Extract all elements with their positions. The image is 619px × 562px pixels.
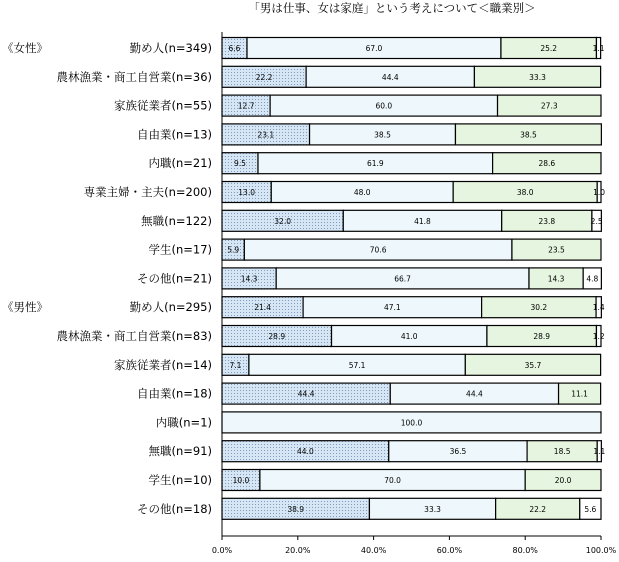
data-label: 47.1 <box>384 303 401 313</box>
data-label: 28.6 <box>538 159 556 169</box>
data-label: 23.5 <box>548 245 565 255</box>
x-tick-label: 40.0% <box>360 546 387 555</box>
data-label: 61.9 <box>366 159 384 169</box>
data-label: 57.1 <box>348 360 366 370</box>
category-label: 無職(n=122) <box>141 213 212 228</box>
data-label: 66.7 <box>394 274 411 284</box>
category-label: 学生(n=10) <box>148 473 212 487</box>
x-tick-label: 0.0% <box>211 546 233 555</box>
category-label: 専業主婦・主夫(n=200) <box>83 185 212 199</box>
data-label: 11.1 <box>571 389 588 399</box>
data-label: 22.2 <box>255 72 273 82</box>
data-label: 38.9 <box>287 504 305 514</box>
data-label: 33.3 <box>529 72 546 82</box>
category-label: 勤め人(n=349) <box>129 41 212 55</box>
data-label: 70.0 <box>384 476 401 485</box>
category-label: 勤め人(n=295) <box>129 300 212 315</box>
category-label: その他(n=18) <box>136 501 212 516</box>
data-label: 1.0 <box>593 188 606 197</box>
category-label: 自由業(n=18) <box>136 386 212 401</box>
x-tick-label: 100.0% <box>585 546 617 555</box>
data-label: 60.0 <box>375 101 393 111</box>
category-label: 農林漁業・商工自営業(n=83) <box>56 329 212 343</box>
data-label: 44.4 <box>466 389 483 399</box>
data-label: 36.5 <box>449 447 467 457</box>
data-label: 30.2 <box>530 303 548 313</box>
data-label: 9.5 <box>234 159 246 169</box>
plot-area <box>2 32 617 555</box>
data-label: 10.0 <box>232 476 250 485</box>
data-label: 28.9 <box>533 332 551 341</box>
data-label: 23.8 <box>538 216 556 226</box>
data-label: 67.0 <box>365 44 383 53</box>
data-label: 13.0 <box>238 188 255 197</box>
data-label: 18.5 <box>553 447 571 457</box>
x-tick-label: 80.0% <box>512 546 538 555</box>
data-label: 1.1 <box>593 447 606 457</box>
x-tick-label: 20.0% <box>285 546 311 555</box>
data-label: 5.9 <box>227 245 240 255</box>
x-tick-label: 60.0% <box>436 546 463 555</box>
data-label: 7.1 <box>229 360 242 370</box>
data-label: 25.2 <box>540 44 558 53</box>
category-label: その他(n=21) <box>136 271 212 286</box>
data-label: 70.6 <box>369 245 387 255</box>
data-label: 41.0 <box>400 332 418 341</box>
group-label: 《女性》 <box>2 41 48 55</box>
data-label: 1.2 <box>592 332 605 341</box>
data-label: 4.8 <box>586 274 599 284</box>
data-label: 28.9 <box>268 332 286 341</box>
data-label: 21.4 <box>254 303 271 313</box>
category-label: 農林漁業・商工自営業(n=36) <box>56 69 212 84</box>
data-label: 38.5 <box>374 130 391 140</box>
data-label: 100.0 <box>400 418 423 428</box>
data-label: 5.6 <box>584 504 597 514</box>
data-label: 38.0 <box>516 188 534 197</box>
data-label: 44.0 <box>297 447 314 457</box>
data-label: 41.8 <box>414 216 431 226</box>
chart-title: 「男は仕事、女は家庭」という考えについて＜職業別＞ <box>248 1 536 15</box>
data-label: 23.1 <box>257 130 275 140</box>
data-label: 20.0 <box>554 476 572 485</box>
data-label: 32.0 <box>274 216 291 226</box>
data-label: 48.0 <box>353 188 371 197</box>
data-label: 2.5 <box>590 216 603 226</box>
data-label: 14.3 <box>547 274 565 284</box>
category-label: 自由業(n=13) <box>136 127 212 142</box>
category-label: 学生(n=17) <box>148 242 212 257</box>
data-label: 38.5 <box>520 130 537 140</box>
data-label: 35.7 <box>524 360 542 370</box>
data-label: 1.1 <box>592 44 605 53</box>
category-label: 内職(n=1) <box>155 415 212 430</box>
data-label: 44.4 <box>381 72 399 82</box>
category-label: 家族従業者(n=14) <box>113 357 212 372</box>
data-label: 12.7 <box>237 101 255 111</box>
group-label: 《男性》 <box>2 300 48 315</box>
data-label: 6.6 <box>228 44 241 53</box>
data-label: 14.3 <box>240 274 258 284</box>
category-label: 無職(n=91) <box>148 444 212 459</box>
data-label: 33.3 <box>424 504 441 514</box>
data-label: 27.3 <box>540 101 558 111</box>
data-label: 22.2 <box>529 504 547 514</box>
data-label: 44.4 <box>297 389 315 399</box>
category-label: 家族従業者(n=55) <box>113 98 212 113</box>
category-label: 内職(n=21) <box>148 156 212 171</box>
data-label: 1.4 <box>592 303 605 313</box>
